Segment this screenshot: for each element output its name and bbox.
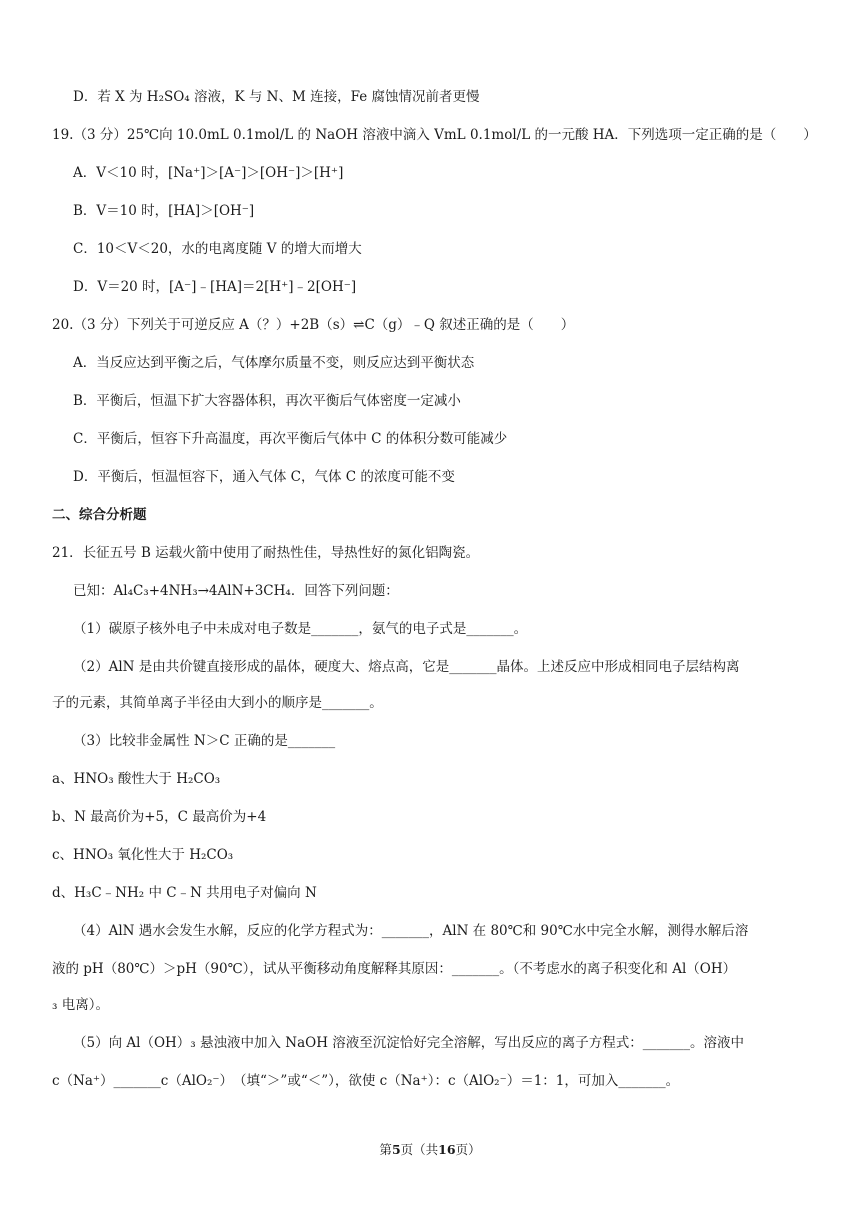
q21-part3-choice-b: b、N 最高价为+5，C 最高价为+4 — [52, 809, 267, 825]
footer-page-number: 5 — [391, 1142, 401, 1157]
q21-part3-choice-d: d、H₃C﹣NH₂ 中 C﹣N 共用电子对偏向 N — [52, 885, 317, 901]
q21-part1: （1）碳原子核外电子中未成对电子数是_______，氨气的电子式是_______。 — [73, 621, 528, 637]
q21-part3-choice-a: a、HNO₃ 酸性大于 H₂CO₃ — [52, 771, 221, 787]
page-footer — [0, 1140, 860, 1158]
q19-option-d: D．V＝20 时，[A⁻]﹣[HA]＝2[H⁺]﹣2[OH⁻] — [73, 279, 357, 295]
q21-part5-line2: c（Na⁺）_______c（AlO₂⁻） （填“＞”或“＜”），欲使 c（Na⁺）：c（AlO₂⁻）＝1：1，可加入_______。 — [52, 1073, 680, 1089]
q21-given: 已知：Al₄C₃+4NH₃→4AlN+3CH₄．回答下列问题： — [73, 583, 399, 599]
section-heading: 二、综合分析题 — [52, 507, 147, 523]
q21-stem: 21．长征五号 B 运载火箭中使用了耐热性佳，导热性好的氮化铝陶瓷。 — [52, 545, 480, 561]
footer-suffix: 页） — [455, 1142, 481, 1157]
q20-stem: 20.（3 分）下列关于可逆反应 A（？）+2B（s）⇌C（g）﹣Q 叙述正确的是（ ） — [52, 317, 575, 333]
footer-total-pages: 16 — [438, 1142, 456, 1157]
q21-part5-line1: （5）向 Al（OH）₃ 悬浊液中加入 NaOH 溶液至沉淀恰好完全溶解，写出反应的离子方程式：_______。溶液中 — [73, 1035, 745, 1051]
q21-part3: （3）比较非金属性 N＞C 正确的是_______ — [73, 733, 336, 749]
q21-part4-line1: （4）AlN 遇水会发生水解，反应的化学方程式为：_______，AlN 在 80℃和 90℃水中完全水解，测得水解后溶 — [73, 923, 749, 939]
q21-part4-line2: 液的 pH（80℃）＞pH（90℃），试从平衡移动角度解释其原因：_______。（不考虑水的离子积变化和 Al（OH） — [52, 961, 737, 977]
q19-option-c: C．10＜V＜20，水的电离度随 V 的增大而增大 — [73, 241, 362, 257]
q20-option-b: B．平衡后，恒温下扩大容器体积，再次平衡后气体密度一定减小 — [73, 393, 461, 409]
q20-option-a: A．当反应达到平衡之后，气体摩尔质量不变，则反应达到平衡状态 — [73, 355, 475, 371]
q19-option-b: B．V＝10 时，[HA]＞[OH⁻] — [73, 203, 255, 219]
q19-stem: 19.（3 分）25℃向 10.0mL 0.1mol/L 的 NaOH 溶液中滴入 VmL 0.1mol/L 的一元酸 HA．下列选项一定正确的是（ ） — [52, 127, 817, 143]
q21-part4-line3: ₃ 电离）。 — [52, 997, 109, 1013]
q21-part2-line1: （2）AlN 是由共价键直接形成的晶体，硬度大、熔点高，它是_______晶体。上述反应中形成相同电子层结构离 — [73, 659, 740, 675]
q18-option-d: D．若 X 为 H₂SO₄ 溶液，K 与 N、M 连接，Fe 腐蚀情况前者更慢 — [73, 89, 480, 105]
footer-prefix: 第 — [379, 1142, 392, 1157]
q21-part2-line2: 子的元素，其简单离子半径由大到小的顺序是_______。 — [52, 695, 383, 711]
q19-option-a: A．V＜10 时，[Na⁺]＞[A⁻]＞[OH⁻]＞[H⁺] — [73, 165, 344, 181]
q21-part3-choice-c: c、HNO₃ 氧化性大于 H₂CO₃ — [52, 847, 234, 863]
q20-option-d: D．平衡后，恒温恒容下，通入气体 C，气体 C 的浓度可能不变 — [73, 469, 455, 485]
q20-option-c: C．平衡后，恒容下升高温度，再次平衡后气体中 C 的体积分数可能减少 — [73, 431, 508, 447]
footer-mid: 页（共 — [400, 1142, 439, 1157]
